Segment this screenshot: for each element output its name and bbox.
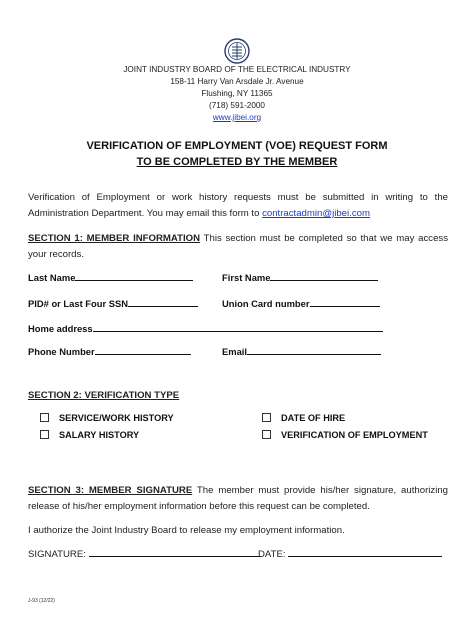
- home-address-field[interactable]: [28, 321, 383, 334]
- checkbox-icon[interactable]: [40, 430, 49, 439]
- email-line[interactable]: [247, 344, 381, 355]
- phone-number-label: Phone Number: [28, 346, 95, 357]
- email-label: Email: [222, 346, 248, 357]
- last-name-field[interactable]: [28, 270, 193, 283]
- date-label: DATE:: [258, 549, 286, 560]
- signature-label: SIGNATURE:: [28, 549, 86, 560]
- checkbox-icon[interactable]: [262, 413, 271, 422]
- phone-number-field[interactable]: [28, 344, 191, 357]
- pid-label: PID# or Last Four SSN: [28, 298, 129, 309]
- first-name-line[interactable]: [270, 270, 378, 281]
- org-address-line2: Flushing, NY 11365: [201, 89, 273, 98]
- section3-text: The member must provide his/her signature, authorizing release of his/her employment information before this request can be completed.: [28, 485, 448, 512]
- org-address-line1: 158-11 Harry Van Arsdale Jr. Avenue: [170, 77, 304, 86]
- home-address-label: Home address: [28, 323, 93, 334]
- option-verification-of-employment[interactable]: [262, 430, 428, 440]
- email-field[interactable]: [222, 344, 381, 357]
- last-name-label: Last Name: [28, 272, 76, 283]
- authorize-statement: I authorize the Joint Industry Board to release my employment information.: [28, 525, 345, 536]
- section2-heading: SECTION 2: VERIFICATION TYPE: [28, 390, 180, 401]
- pid-field[interactable]: [28, 296, 198, 309]
- first-name-field[interactable]: [222, 270, 378, 283]
- section1-heading: SECTION 1: MEMBER INFORMATION: [28, 233, 201, 244]
- org-name: JOINT INDUSTRY BOARD OF THE ELECTRICAL INDUSTRY: [123, 65, 351, 74]
- option-label: SALARY HISTORY: [59, 430, 140, 440]
- form-title: VERIFICATION OF EMPLOYMENT (VOE) REQUEST FORM: [86, 140, 388, 152]
- union-card-field[interactable]: [222, 296, 380, 309]
- home-address-line[interactable]: [93, 321, 383, 332]
- phone-number-line[interactable]: [95, 344, 191, 355]
- contract-email-link[interactable]: contractadmin@jibei.com: [262, 208, 370, 219]
- form-subtitle: TO BE COMPLETED BY THE MEMBER: [136, 156, 338, 168]
- option-label: VERIFICATION OF EMPLOYMENT: [281, 430, 428, 440]
- org-website-row: [0, 112, 474, 124]
- option-salary-history[interactable]: [40, 430, 139, 440]
- union-card-label: Union Card number: [222, 298, 310, 309]
- org-website-link[interactable]: www.jibei.org: [212, 113, 262, 122]
- checkbox-icon[interactable]: [262, 430, 271, 439]
- date-line[interactable]: [288, 546, 442, 557]
- pid-line[interactable]: [128, 296, 198, 307]
- date-field[interactable]: [258, 546, 442, 560]
- intro-paragraph: [28, 190, 448, 222]
- last-name-line[interactable]: [75, 270, 193, 281]
- option-date-of-hire[interactable]: [262, 413, 345, 423]
- signature-field[interactable]: [28, 546, 261, 560]
- intro-text: Verification of Employment or work history requests must be submitted in writing to the Administration Department. You may email this form to: [28, 192, 448, 219]
- option-label: DATE OF HIRE: [281, 413, 346, 423]
- section3-paragraph: [28, 483, 448, 515]
- section2-heading-row: [28, 388, 448, 404]
- form-subtitle-row: [0, 155, 474, 170]
- option-service-work-history[interactable]: [40, 413, 174, 423]
- jib-seal-logo-icon: [224, 38, 250, 64]
- signature-line[interactable]: [89, 546, 261, 557]
- option-label: SERVICE/WORK HISTORY: [59, 413, 174, 423]
- org-phone: (718) 591-2000: [209, 101, 265, 110]
- form-code: J-93 (12/22): [28, 598, 55, 604]
- section1-paragraph: [28, 231, 448, 263]
- section1-text: This section must be completed so that we may access your records.: [28, 233, 449, 260]
- union-card-line[interactable]: [310, 296, 380, 307]
- section3-heading: SECTION 3: MEMBER SIGNATURE: [28, 485, 193, 496]
- checkbox-icon[interactable]: [40, 413, 49, 422]
- first-name-label: First Name: [222, 272, 271, 283]
